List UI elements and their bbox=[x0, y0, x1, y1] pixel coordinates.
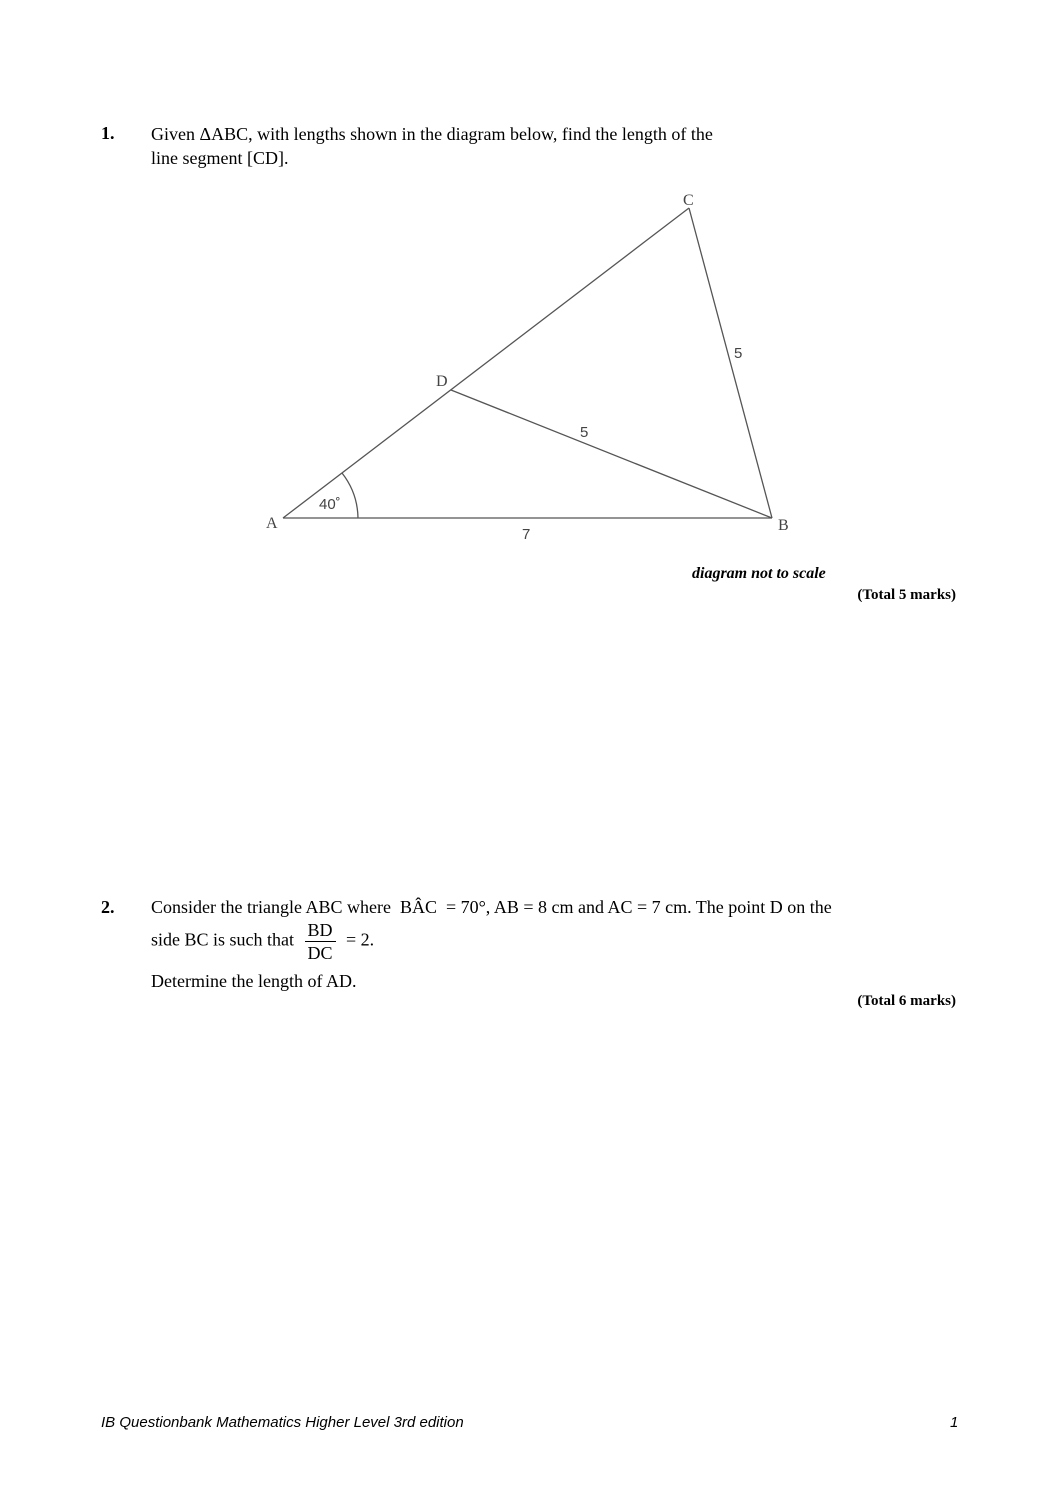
side-ac bbox=[283, 208, 689, 518]
angle-label-a: 40˚ bbox=[319, 496, 341, 513]
question-2-text-line-2 bbox=[151, 919, 374, 964]
question-2-number: 2. bbox=[101, 897, 115, 917]
question-2-marks: (Total 6 marks) bbox=[857, 993, 956, 1009]
question-1-text-line-2: line segment [CD]. bbox=[151, 148, 289, 168]
length-label-ab: 7 bbox=[522, 526, 531, 543]
length-label-db: 5 bbox=[580, 424, 589, 441]
footer-title: IB Questionbank Mathematics Higher Level 3rd edition bbox=[101, 1414, 464, 1431]
question-2-text-line-3: Determine the length of AD. bbox=[151, 971, 357, 991]
question-1-marks: (Total 5 marks) bbox=[857, 587, 956, 603]
side-cb bbox=[689, 208, 772, 518]
vertex-label-b: B bbox=[778, 517, 789, 534]
question-2-line-2-prefix: side BC is such that bbox=[151, 929, 294, 950]
diagram-note: diagram not to scale bbox=[692, 565, 826, 582]
fraction-denominator: DC bbox=[307, 943, 333, 963]
fraction-numerator: BD bbox=[305, 919, 336, 942]
question-2-text-line-1: Consider the triangle ABC where BÂC = 70°, AB = 8 cm and AC = 7 cm. The point D on the bbox=[151, 897, 832, 917]
question-1-number: 1. bbox=[101, 123, 115, 143]
question-2-line-2-suffix: = 2. bbox=[346, 929, 375, 950]
vertex-label-c: C bbox=[683, 192, 694, 209]
length-label-bc: 5 bbox=[734, 345, 743, 362]
vertex-label-a: A bbox=[266, 515, 278, 532]
vertex-label-d: D bbox=[436, 373, 448, 390]
ratio-fraction bbox=[305, 919, 336, 964]
question-1-text-line-1: Given ΔABC, with lengths shown in the diagram below, find the length of the bbox=[151, 124, 713, 144]
footer-page-number: 1 bbox=[950, 1414, 959, 1431]
triangle-diagram bbox=[0, 0, 1058, 600]
angle-arc-a bbox=[342, 473, 358, 518]
segment-db bbox=[451, 390, 772, 518]
